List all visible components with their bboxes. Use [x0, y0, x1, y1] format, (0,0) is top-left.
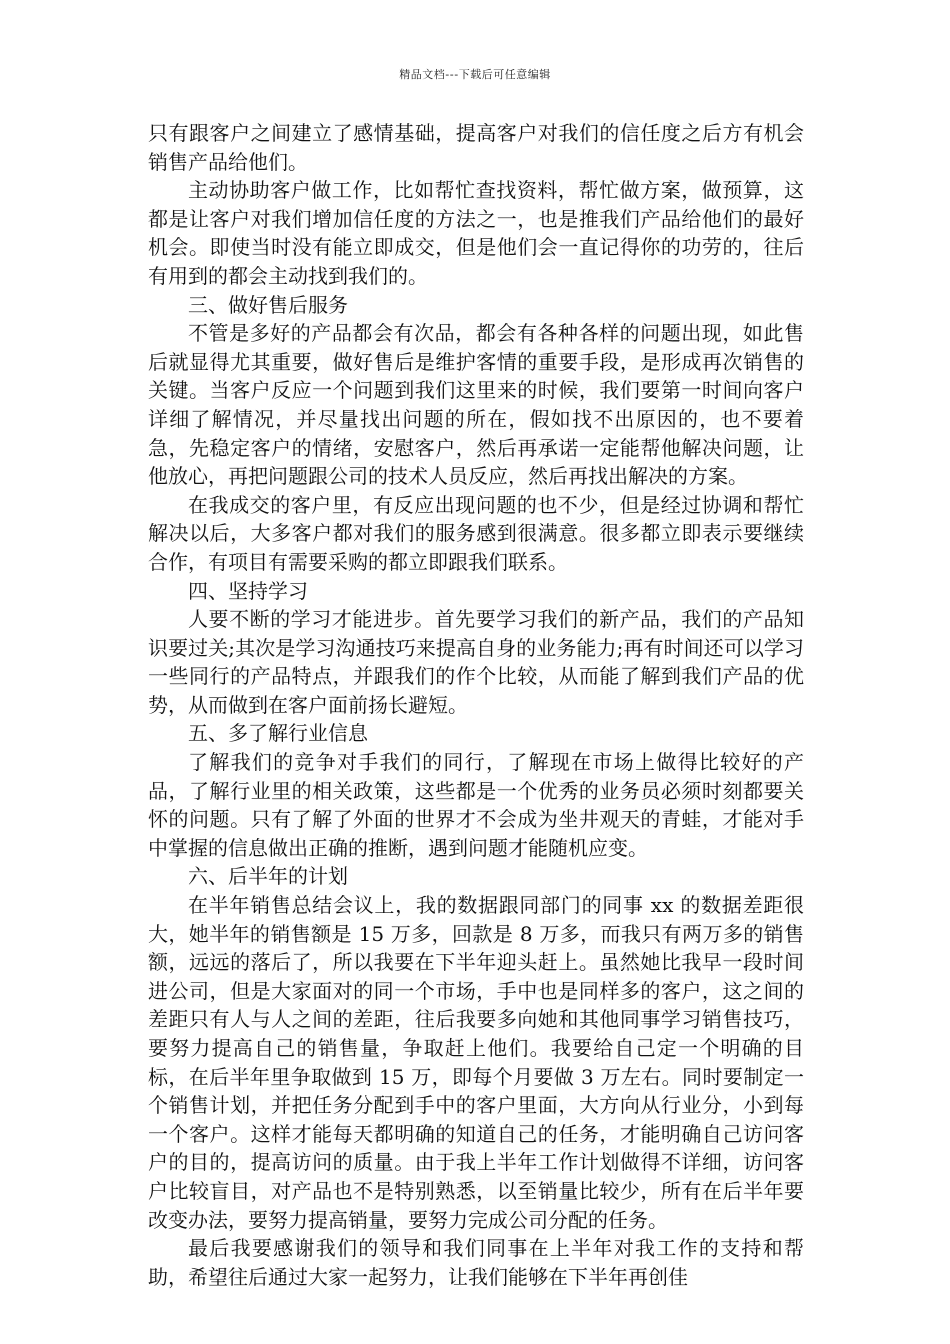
paragraph: 在半年销售总结会议上，我的数据跟同部门的同事 xx 的数据差距很大，她半年的销售额是 15 万多，回款是 8 万多，而我只有两万多的销售额，远远的落后了，所以我要在下半年迎头赶上。虽然她比我早一段时间进公司，但是大家面对的同一个市场，手中也是同样多的客户，这之间的差距只有人与人之间的差距，往后我要多向她和其他同事学习销售技巧，要努力提高自己的销售量，争取赶上他们。我要给自己定一个明确的目标，在后半年里争取做到 15 万，即每个月要做 3 万左右。同时要制定一个销售计划，并把任务分配到手中的客户里面，大方向从行业分，小到每一个客户。这样才能每天都明确的知道自己的任务，才能明确自己访问客户的目的，提高访问的质量。由于我上半年工作计划做得不详细，访问客户比较盲目，对产品也不是特别熟悉，以至销量比较少，所有在后半年要改变办法，要努力提高销量，要努力完成公司分配的任务。: [148, 893, 804, 1232]
paragraph: 最后我要感谢我们的领导和我们同事在上半年对我工作的支持和帮助，希望往后通过大家一起努力，让我们能够在下半年再创佳: [148, 1236, 804, 1289]
paragraph: 了解我们的竞争对手我们的同行，了解现在市场上做得比较好的产品，了解行业里的相关政策，这些都是一个优秀的业务员必须时刻都要关怀的问题。只有了解了外面的世界才不会成为坐井观天的青蛙，才能对手中掌握的信息做出正确的推断，遇到问题才能随机应变。: [148, 750, 804, 860]
section-heading: 四、坚持学习: [188, 578, 308, 603]
paragraph: 在我成交的客户里，有反应出现问题的也不少，但是经过协调和帮忙解决以后，大多客户都对我们的服务感到很满意。很多都立即表示要继续合作，有项目有需要采购的都立即跟我们联系。: [148, 492, 804, 574]
document-body: [148, 119, 804, 1291]
section-heading: 五、多了解行业信息: [188, 721, 368, 746]
paragraph: 主动协助客户做工作，比如帮忙查找资料，帮忙做方案，做预算，这都是让客户对我们增加信任度的方法之一，也是推我们产品给他们的最好机会。即使当时没有能立即成交，但是他们会一直记得你的功劳的，往后有用到的都会主动找到我们的。: [148, 178, 804, 288]
paragraph: 只有跟客户之间建立了感情基础，提高客户对我们的信任度之后方有机会销售产品给他们。: [148, 121, 804, 174]
paragraph: 不管是多好的产品都会有次品，都会有各种各样的问题出现，如此售后就显得尤其重要，做好售后是维护客情的重要手段，是形成再次销售的关键。当客户反应一个问题到我们这里来的时候，我们要第一时间向客户详细了解情况，并尽量找出问题的所在，假如找不出原因的，也不要着急，先稳定客户的情绪，安慰客户，然后再承诺一定能帮他解决问题，让他放心，再把问题跟公司的技术人员反应，然后再找出解决的方案。: [148, 321, 804, 489]
section-heading: 三、做好售后服务: [188, 292, 348, 317]
section-heading: 六、后半年的计划: [188, 864, 348, 889]
paragraph: 人要不断的学习才能进步。首先要学习我们的新产品，我们的产品知识要过关;其次是学习沟通技巧来提高自身的业务能力;再有时间还可以学习一些同行的产品特点，并跟我们的作个比较，从而能了解到我们产品的优势，从而做到在客户面前扬长避短。: [148, 607, 804, 717]
page-header: 精品文档---下载后可任意编辑: [399, 68, 551, 81]
